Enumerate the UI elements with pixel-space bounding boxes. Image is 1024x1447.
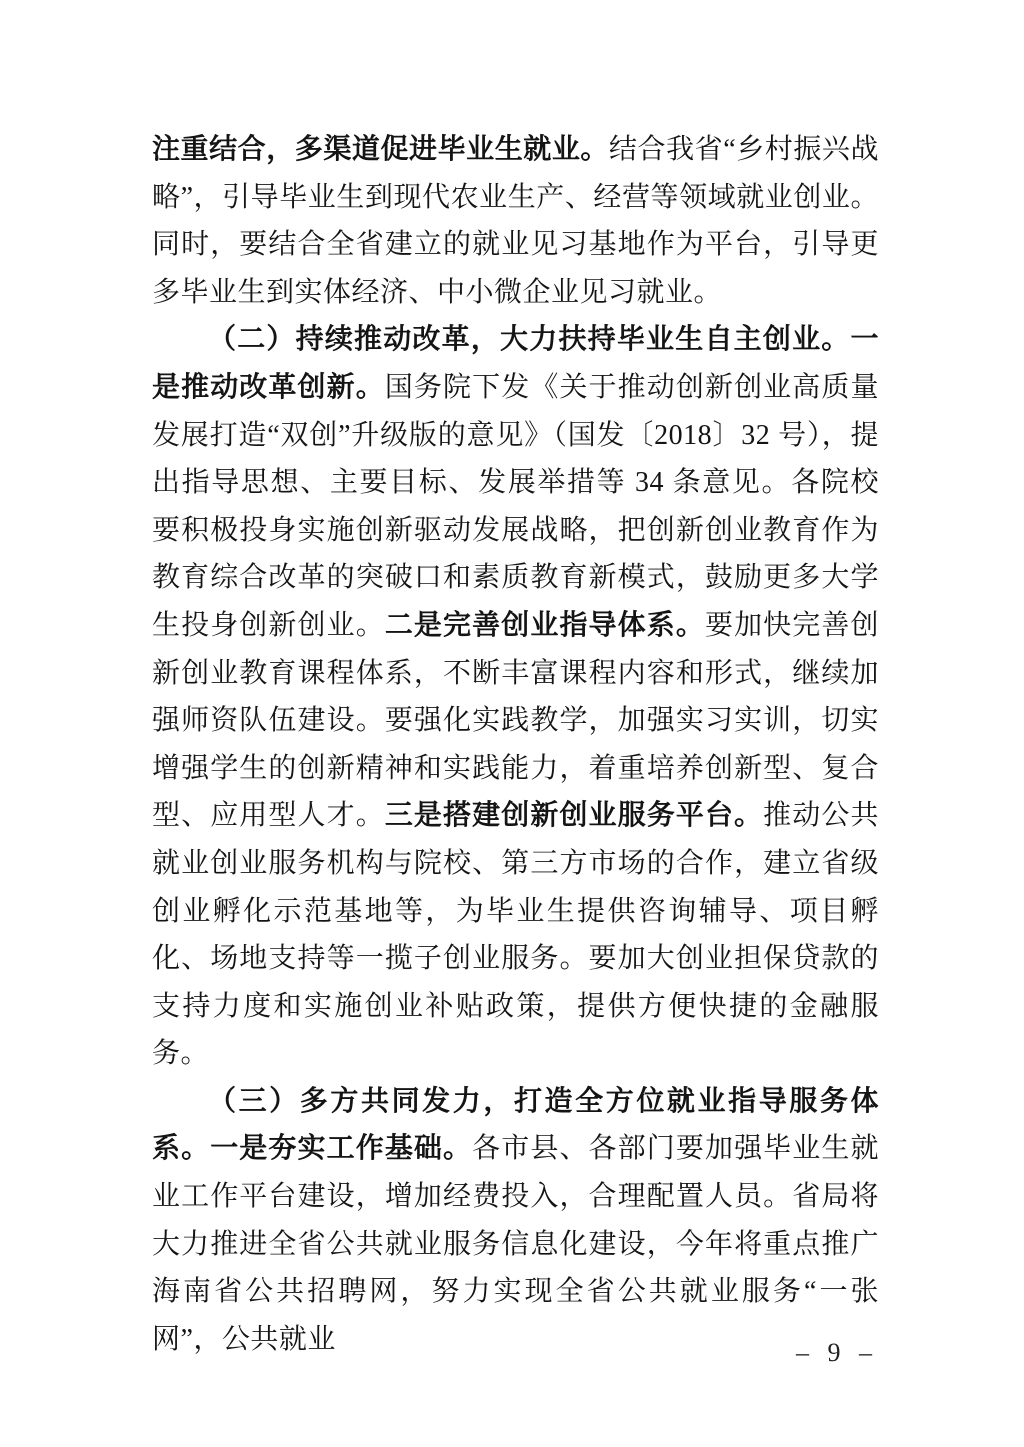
text-run-bold: 注重结合，多渠道促进毕业生就业。 [152, 134, 609, 165]
text-run-bold: 二是完善创业指导体系。 [384, 609, 705, 641]
text-run: 国务院下发《关于推动创新创业高质量发展打造“双创”升级版的意见》（国发〔2018〕32 号），提出指导思想、主要目标、发展举措等 34 条意见。各院校要积极投身实施创新驱动发展战略，把创新创业教育作为教育综合改革的突破口和素质教育新模式，鼓励更多大学生投身创新创业。 [152, 371, 879, 641]
paragraph [152, 126, 879, 316]
paragraph [152, 1078, 879, 1364]
text-run-bold: （二）持续推动改革，大力扶持毕业生自主创业。一是推动改革创新。 [152, 324, 879, 403]
text-run: 要加快完善创新创业教育课程体系，不断丰富课程内容和形式，继续加强师资队伍建设。要强化实践教学，加强实习实训，切实增强学生的创新精神和实践能力，着重培养创新型、复合型、应用型人才。 [152, 609, 879, 832]
text-run: 各市县、各部门要加强毕业生就业工作平台建设，增加经费投入，合理配置人员。省局将大力推进全省公共就业服务信息化建设，今年将重点推广海南省公共招聘网，努力实现全省公共就业服务“一张网”，公共就业 [152, 1133, 879, 1355]
paragraph [152, 316, 879, 1078]
text-run: 结合我省“乡村振兴战略”，引导毕业生到现代农业生产、经营等领域就业创业。同时，要结合全省建立的就业见习基地作为平台，引导更多毕业生到实体经济、中小微企业见习就业。 [152, 134, 879, 308]
text-run-bold: 三是搭建创新创业服务平台。 [384, 800, 764, 832]
document-body [152, 126, 879, 1363]
page-number: – 9 – [796, 1338, 878, 1367]
text-run-bold: （三）多方共同发力，打造全方位就业指导服务体系。一是夯实工作基础。 [152, 1085, 879, 1165]
text-run: 推动公共就业创业服务机构与院校、第三方市场的合作，建立省级创业孵化示范基地等，为毕业生提供咨询辅导、项目孵化、场地支持等一揽子创业服务。要加大创业担保贷款的支持力度和实施创业补贴政策，提供方便快捷的金融服务。 [152, 800, 879, 1070]
